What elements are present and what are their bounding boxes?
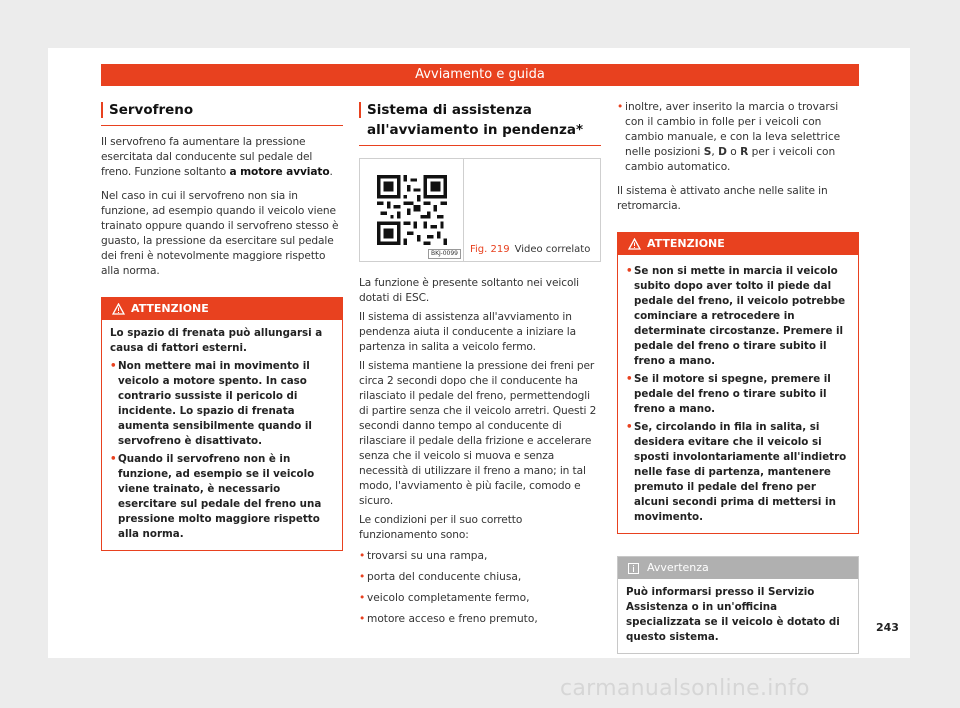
warning-header: ATTENZIONE xyxy=(102,298,342,320)
bullet-dot: • xyxy=(110,360,117,372)
servofreno-paragraph-1: Il servofreno fa aumentare la pressione esercitata dal conducente sul pedale del freno. Funzione soltanto a motore avviato. xyxy=(101,136,333,178)
condition-item: • trovarsi su una rampa, xyxy=(359,550,488,562)
bullet-dot: • xyxy=(626,265,633,277)
warning-item: • Quando il servofreno non è in funzione, ad esempio se il veicolo viene trainato, è necessario esercitare sul pedale del freno una pressione molto maggiore rispetto alla norma. xyxy=(110,453,322,540)
column-assistenza xyxy=(359,100,601,627)
figure-code: BKJ-0099 xyxy=(428,249,461,259)
watermark: carmanualsonline.info xyxy=(560,676,810,701)
warning-item: • Non mettere mai in movimento il veicolo a motore spento. In caso contrario sussiste il pericolo di incidente. Lo spazio di frenata aumenta sensibilmente quando il servofreno è disattivato. xyxy=(110,360,312,447)
assistenza-paragraph: Il sistema mantiene la pressione dei freni per circa 2 secondi dopo che il conducente ha rilasciato il pedale del freno, permettendogli di partire senza che il veicolo arretri. Questi 2 secondi danno tempo al conducente di rilasciare il pedale della frizione e accelerare senza che il veicolo si muova e senza necessità di utilizzare il freno a mano; in tal modo, l'avviamento è più facile, comodo e sicuro. xyxy=(359,360,597,507)
assistenza-paragraph: La funzione è presente soltanto nei veicoli dotati di ESC. xyxy=(359,277,580,304)
bullet-dot: • xyxy=(359,571,366,583)
assistenza-paragraph: Il sistema di assistenza all'avviamento in pendenza aiuta il conducente a iniziare la partenza in salita a veicolo fermo. xyxy=(359,311,577,353)
info-icon xyxy=(628,563,639,574)
bullet-dot: • xyxy=(617,101,624,113)
note-header: Avvertenza xyxy=(618,557,858,579)
condition-item: • motore acceso e freno premuto, xyxy=(359,613,538,625)
qr-code-icon xyxy=(377,175,447,245)
section-title-servofreno: Servofreno xyxy=(101,100,343,126)
chapter-header: Avviamento e guida xyxy=(101,64,859,86)
qr-code-frame[interactable] xyxy=(360,159,464,261)
bullet-dot: • xyxy=(110,453,117,465)
bullet-dot: • xyxy=(359,613,366,625)
figure-number: Fig. 219 xyxy=(470,244,510,255)
bullet-dot: • xyxy=(626,373,633,385)
condition-item: • inoltre, aver inserito la marcia o trovarsi con il cambio in folle per i veicoli con cambio manuale, e con la leva selettrice nelle posizioni S, D o R per i veicoli con cambio automatico. xyxy=(617,101,841,173)
condition-item: • veicolo completamente fermo, xyxy=(359,592,530,604)
warning-triangle-icon xyxy=(112,303,125,315)
warning-intro: Lo spazio di frenata può allungarsi a causa di fattori esterni. xyxy=(110,327,323,354)
column-servofreno xyxy=(101,100,343,551)
warning-item: • Se, circolando in fila in salita, si desidera evitare che il veicolo si sposti involontariamente all'indietro nelle fase di partenza, mantenere premuto il pedale del freno per alcuni secondi prima di mettersi in movimento. xyxy=(626,421,847,523)
figure-caption xyxy=(464,159,600,261)
assistenza-paragraph: Le condizioni per il suo corretto funzionamento sono: xyxy=(359,514,523,541)
warning-triangle-icon xyxy=(628,238,641,250)
bullet-dot: • xyxy=(359,592,366,604)
figure-caption-text: Video correlato xyxy=(514,244,591,255)
servofreno-paragraph-2: Nel caso in cui il servofreno non sia in funzione, ad esempio quando il veicolo viene trainato oppure quando il servofreno stesso è guasto, la pressione da esercitare sul pedale dei freni è notevolmente maggiore rispetto alla norma. xyxy=(101,190,339,277)
warning-header: ATTENZIONE xyxy=(618,233,858,255)
warning-box-servofreno xyxy=(101,297,343,551)
retromarcia-paragraph: Il sistema è attivato anche nelle salite in retromarcia. xyxy=(617,185,828,212)
warning-item: • Se il motore si spegne, premere il pedale del freno o tirare subito il freno a mano. xyxy=(626,373,831,415)
warning-body xyxy=(102,320,342,550)
warning-body xyxy=(618,255,858,533)
page-number: 243 xyxy=(876,621,899,634)
figure-video xyxy=(359,158,601,262)
section-title-assistenza: Sistema di assistenza all'avviamento in pendenza* xyxy=(359,100,601,146)
bullet-dot: • xyxy=(359,550,366,562)
bullet-dot: • xyxy=(626,421,633,433)
note-box xyxy=(617,556,859,654)
column-continuation xyxy=(617,100,859,654)
note-body: Può informarsi presso il Servizio Assistenza o in un'officina specializzata se il veicolo è dotato di questo sistema. xyxy=(626,586,840,643)
condition-item: • porta del conducente chiusa, xyxy=(359,571,522,583)
warning-box-assistenza xyxy=(617,232,859,534)
warning-item: • Se non si mette in marcia il veicolo subito dopo aver tolto il piede dal pedale del freno, il veicolo potrebbe cominciare a retrocedere in determinate circostanze. Premere il pedale del freno o tirare subito il freno a mano. xyxy=(626,265,846,367)
